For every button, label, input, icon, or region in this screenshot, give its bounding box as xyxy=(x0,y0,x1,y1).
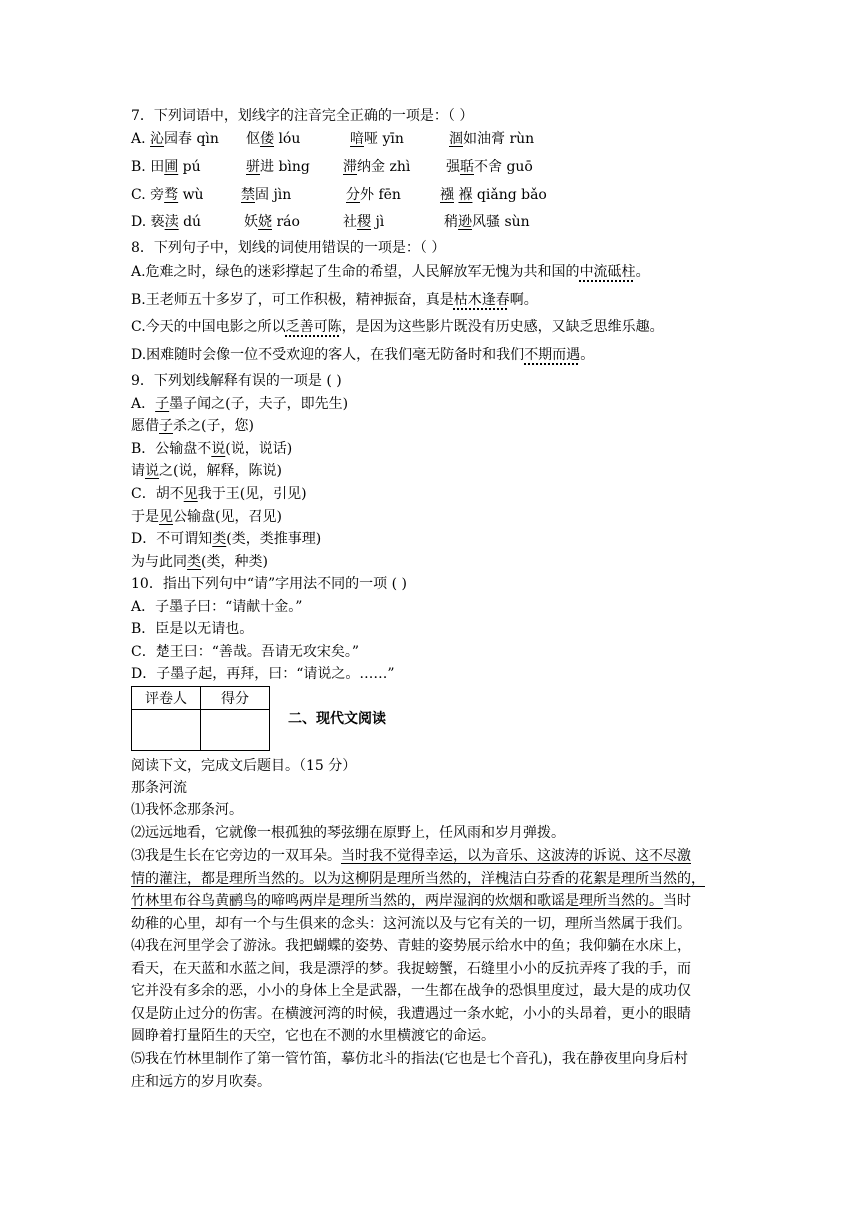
q7-option-d-2: 妖娆 ráo xyxy=(244,214,300,230)
q7-option-c-2: 禁固 jìn xyxy=(241,187,292,203)
q10-option-d: D．子墨子起，再拜，曰：“请说之。……” xyxy=(131,666,395,682)
q7-option-d-4: 稍逊风骚 sùn xyxy=(444,214,530,230)
paragraph-3: ⑶我是生长在它旁边的一双耳朵。当时我不觉得幸运，以为音乐、这波涛的诉说、这不尽激 情的灌注，都是理所当然的。以为这柳阴是理所当然的，洋槐洁白芬香的花絮是理所当然的， 竹林里布谷鸟黄鹂鸟的啼鸣两岸是理所当然的，两岸湿润的炊烟和歌谣是理所当然的。当时 幼稚的心里，却有一个与生俱来的念头：这河流以及与它有关的一切，理所当然属于我们。 xyxy=(131,848,705,932)
q9-line: 于是见公输盘(见，召见) xyxy=(131,509,282,525)
article-title: 那条河流 xyxy=(131,780,187,796)
q8-option-d: D.困难随时会像一位不受欢迎的客人，在我们毫无防备时和我们不期而遇。 xyxy=(131,347,595,363)
q7-option-b-3: 滞纳金 zhì xyxy=(343,159,411,175)
q8-stem: 8．下列句子中，划线的词使用错误的一项是：（ ） xyxy=(131,240,446,256)
q7-option-a-4: 涸如油膏 rùn xyxy=(449,131,535,147)
q9-line: 为与此同类(类，种类) xyxy=(131,554,268,570)
score-table-score-cell xyxy=(201,710,270,751)
q8-option-a: A.危难之时，绿色的迷彩撑起了生命的希望，人民解放军无愧为共和国的中流砥柱。 xyxy=(131,264,650,280)
score-table xyxy=(131,686,270,751)
q8-option-c: C.今天的中国电影之所以乏善可陈，是因为这些影片既没有历史感，又缺乏思维乐趣。 xyxy=(131,319,664,335)
q7-option-b-1: B. 田圃 pú xyxy=(131,159,201,175)
q7-option-b-4: 强聒不舍 guō xyxy=(446,159,533,175)
paragraph-2: ⑵远远地看，它就像一根孤独的琴弦绷在原野上，任风雨和岁月弹拨。 xyxy=(131,825,565,841)
q7-option-d-1: D. 亵渎 dú xyxy=(131,214,202,230)
paragraph-1: ⑴我怀念那条河。 xyxy=(131,802,243,818)
q9-line: D．不可谓知类(类，类推事理) xyxy=(131,531,322,547)
score-table-grader-header: 评卷人 xyxy=(132,687,201,710)
q9-line: 愿借子杀之(子，您) xyxy=(131,418,254,434)
q7-option-c-4: 襁 褓 qiǎng bǎo xyxy=(440,187,547,203)
paragraph-4: ⑷我在河里学会了游泳。我把蝴蝶的姿势、青蛙的姿势展示给水中的鱼；我仰躺在水床上， 看天，在天蓝和水蓝之间，我是漂浮的梦。我捉螃蟹，石缝里小小的反抗弄疼了我的手，而 它并没有多余的恶，小小的身体上全是武器，一生都在战争的恐惧里度过，最大是的成功仅 仅是防止过分的伤害。在横渡河湾的时候，我遭遇过一条水蛇，小小的头昂着，更小的眼睛 圆睁着打量陌生的天空，它也在不测的水里横渡它的命运。 xyxy=(131,938,691,1045)
section-title: 二、现代文阅读 xyxy=(288,711,386,727)
reading-instruction: 阅读下文，完成文后题目。（15 分） xyxy=(131,758,357,774)
q10-stem: 10．指出下列句中“请”字用法不同的一项 ( ) xyxy=(131,576,407,592)
q9-line: C．胡不见我于王(见，引见) xyxy=(131,486,307,502)
q7-option-a-2: 伛偻 lóu xyxy=(246,131,301,147)
q7-option-a-3: 喑哑 yīn xyxy=(350,131,404,147)
q10-option-a: A．子墨子曰：“请献十金。” xyxy=(131,599,303,615)
paragraph-5: ⑸我在竹林里制作了第一管竹笛，摹仿北斗的指法(它也是七个音孔)，我在静夜里向身后村 庄和远方的岁月吹奏。 xyxy=(131,1051,688,1090)
q7-option-d-3: 社稷 jì xyxy=(343,214,385,230)
q8-option-b: B.王老师五十多岁了，可工作积极，精神振奋，真是枯木逢春啊。 xyxy=(131,292,538,308)
score-table-score-header: 得分 xyxy=(201,687,270,710)
q7-option-c-3: 分外 fēn xyxy=(346,187,401,203)
q10-option-b: B．臣是以无请也。 xyxy=(131,621,254,637)
q9-line: A．子墨子闻之(子，夫子，即先生) xyxy=(131,396,349,412)
q10-option-c: C．楚王曰：“善哉。吾请无攻宋矣。” xyxy=(131,644,360,660)
q9-line: 请说之(说，解释，陈说) xyxy=(131,463,282,479)
score-table-grader-cell xyxy=(132,710,201,751)
q9-line: B．公输盘不说(说，说话) xyxy=(131,441,293,457)
q7-stem: 7．下列词语中，划线字的注音完全正确的一项是：（ ） xyxy=(131,108,474,124)
q7-option-c-1: C. 旁骛 wù xyxy=(131,187,204,203)
q9-stem: 9．下列划线解释有误的一项是 ( ) xyxy=(131,373,342,389)
q7-option-b-2: 骈进 bìng xyxy=(246,159,310,175)
q7-option-a-1: A. 沁园春 qìn xyxy=(131,131,219,147)
